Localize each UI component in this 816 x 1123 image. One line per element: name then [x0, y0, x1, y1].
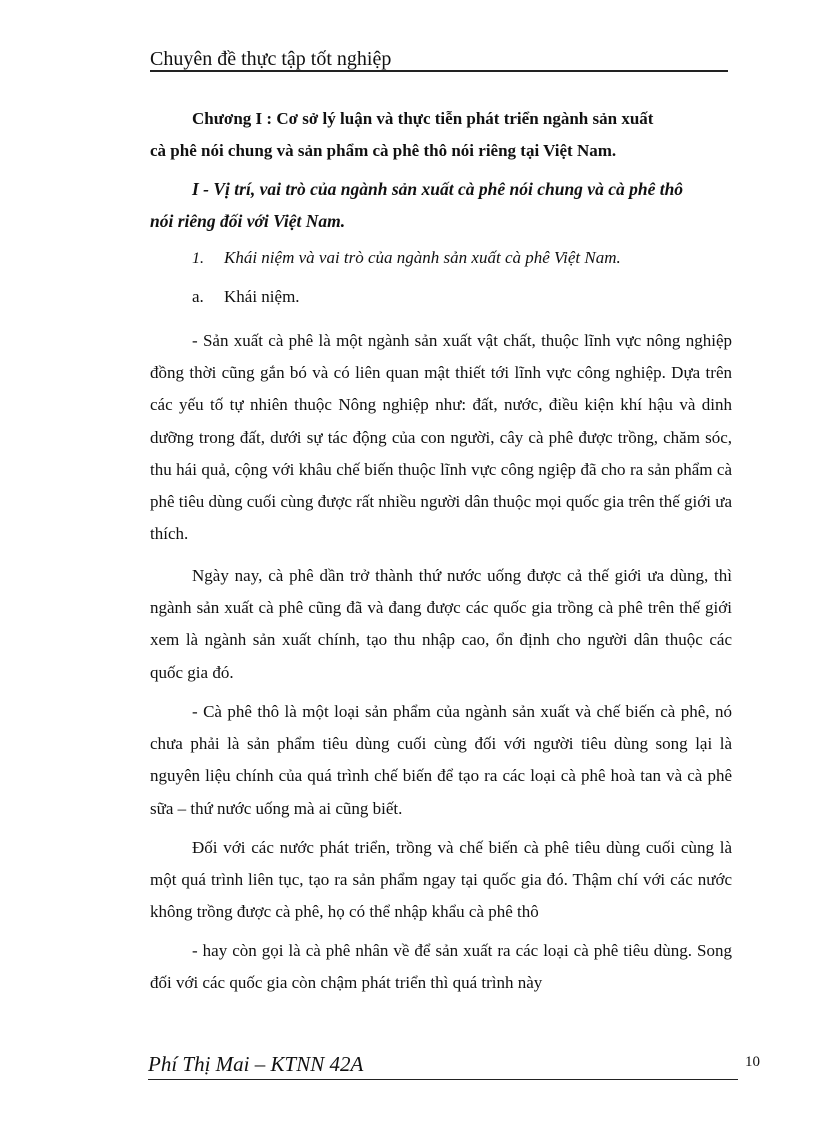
subsubsection-heading	[192, 287, 300, 307]
paragraph-text: Đối với các nước phát triển, trồng và chế biến cà phê tiêu dùng cuối cùng là một quá trình liên tục, tạo ra sản phẩm ngay tại quốc gia đó. Thậm chí với các nước không trồng được cà phê, họ có thể nhập khẩu cà phê thô	[150, 838, 732, 922]
chapter-title	[150, 103, 732, 167]
page-header	[150, 46, 728, 72]
subsection-number: 1.	[192, 250, 204, 267]
chapter-title-line-1: Chương I : Cơ sở lý luận và thực tiễn phát triển ngành sản xuất	[192, 109, 654, 128]
subsection-title: Khái niệm và vai trò của ngành sản xuất cà phê Việt Nam.	[224, 248, 621, 267]
paragraph-text: - Sản xuất cà phê là một ngành sản xuất vật chất, thuộc lĩnh vực nông nghiệp đồng thời cũng gắn bó và có liên quan mật thiết tới lĩnh vực công nghiệp. Dựa trên các yếu tố tự nhiên thuộc Nông nghiệp như: đất, nước, điều kiện khí hậu và dinh dưỡng trong đất, dưới sự tác động của con người, cây cà phê được trồng, chăm sóc, thu hái quả, cộng với khâu chế biến thuộc lĩnh vực công ngiệp đã cho ra sản phẩm cà phê tiêu dùng cuối cùng được rất nhiều người dân thuộc mọi quốc gia trên thế giới ưa thích.	[150, 331, 732, 544]
header-title: Chuyên đề thực tập tốt nghiệp	[150, 48, 392, 70]
paragraph	[150, 696, 732, 825]
subsection-heading	[192, 248, 621, 268]
paragraph-text: Ngày nay, cà phê dần trở thành thứ nước uống được cả thế giới ưa dùng, thì ngành sản xuất cà phê cũng đã và đang được các quốc gia trồng cà phê trên thế giới xem là ngành sản xuất chính, tạo thu nhập cao, ổn định cho người dân thuộc các quốc gia đó.	[150, 566, 732, 682]
subsubsection-number: a.	[192, 287, 204, 306]
paragraph-text: - Cà phê thô là một loại sản phẩm của ngành sản xuất và chế biến cà phê, nó chưa phải là sản phẩm tiêu dùng cuối cùng đối với người tiêu dùng song lại là nguyên liệu chính của quá trình chế biến để tạo ra các loại cà phê hoà tan và cà phê sữa – thứ nước uống mà ai cũng biết.	[150, 702, 732, 818]
section-title-line-1: I - Vị trí, vai trò của ngành sản xuất cà phê nói chung và cà phê thô	[192, 179, 684, 199]
section-title	[150, 173, 732, 237]
header-rule	[150, 70, 728, 72]
paragraph	[150, 325, 732, 550]
page-number: 10	[745, 1054, 760, 1070]
paragraph	[150, 560, 732, 689]
paragraph-text: - hay còn gọi là cà phê nhân về để sản xuất ra các loại cà phê tiêu dùng. Song đối với các quốc gia còn chậm phát triển thì quá trình này	[150, 941, 732, 993]
paragraph	[150, 832, 732, 929]
paragraph	[150, 935, 732, 999]
footer-author: Phí Thị Mai – KTNN 42A	[148, 1052, 364, 1076]
subsubsection-title: Khái niệm.	[224, 287, 300, 306]
section-title-line-2: nói riêng đối với Việt Nam.	[150, 211, 346, 231]
chapter-title-line-2: cà phê nói chung và sản phẩm cà phê thô nói riêng tại Việt Nam.	[150, 141, 617, 160]
footer-rule	[148, 1079, 738, 1080]
